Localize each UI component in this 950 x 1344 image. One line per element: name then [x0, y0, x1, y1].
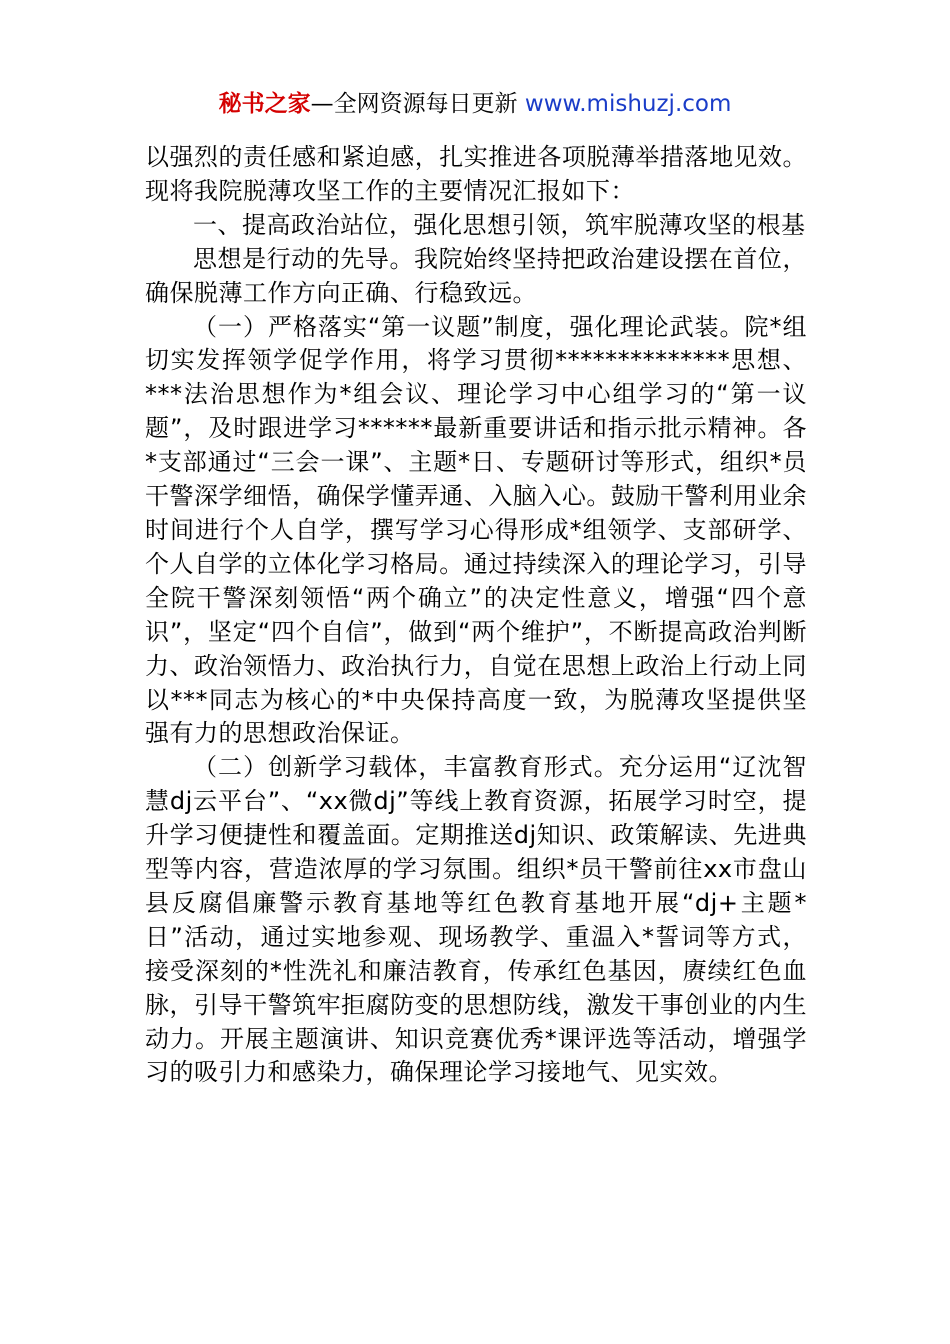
intro-paragraph: 以强烈的责任感和紧迫感，扎实推进各项脱薄举措落地见效。现将我院脱薄攻坚工作的主要情况汇报如下：: [145, 143, 807, 205]
subsection-paragraph-2: （二）创新学习载体，丰富教育形式。充分运用“辽沈智慧dj云平台”、“xx微dj”等线上教育资源，拓展学习时空，提升学习便捷性和覆盖面。定期推送dj知识、政策解读、先进典型等内容，营造浓厚的学习氛围。组织*员干警前往xx市盘山县反腐倡廉警示教育基地等红色教育基地开展“dj+主题*日”活动，通过实地参观、现场教学、重温入*誓词等方式，接受深刻的*性洗礼和廉洁教育，传承红色基因，赓续红色血脉，引导干警筑牢拒腐防变的思想防线，激发干事创业的内生动力。开展主题演讲、知识竞赛优秀*课评选等活动，增强学习的吸引力和感染力，确保理论学习接地气、见实效。: [145, 753, 807, 1087]
page-header: [0, 88, 950, 120]
document-body: [145, 141, 807, 1090]
brand-name: 秘书之家: [218, 91, 311, 117]
header-tagline: —全网资源每日更新: [310, 91, 525, 117]
site-url-link[interactable]: www.mishuzj.com: [524, 91, 732, 117]
section-heading-1: 一、提高政治站位，强化思想引领，筑牢脱薄攻坚的根基: [193, 210, 806, 239]
section-lead-paragraph: 思想是行动的先导。我院始终坚持把政治建设摆在首位，确保脱薄工作方向正确、行稳致远。: [145, 244, 807, 307]
subsection-paragraph-1: （一）严格落实“第一议题”制度，强化理论武装。院*组切实发挥领学促学作用，将学习贯彻**************思想、***法治思想作为*组会议、理论学习中心组学习的“第一议题”，及时跟进学习******最新重要讲话和指示批示精神。各*支部通过“三会一课”、主题*日、专题研讨等形式，组织*员干警深学细悟，确保学懂弄通、入脑入心。鼓励干警利用业余时间进行个人自学，撰写学习心得形成*组领学、支部研学、个人自学的立体化学习格局。通过持续深入的理论学习，引导全院干警深刻领悟“两个确立”的决定性意义，增强“四个意识”，坚定“四个自信”，做到“两个维护”，不断提高政治判断力、政治领悟力、政治执行力，自觉在思想上政治上行动上同以***同志为核心的*中央保持高度一致，为脱薄攻坚提供坚强有力的思想政治保证。: [145, 312, 807, 748]
